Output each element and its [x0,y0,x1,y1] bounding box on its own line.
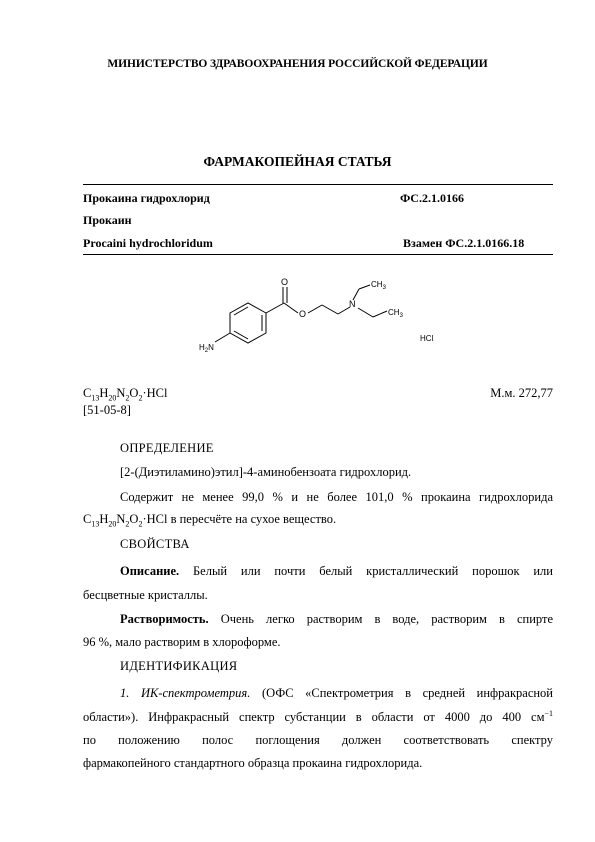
methyl-top-label: $CH_3$ [371,280,386,291]
article-type-title: ФАРМАКОПЕЙНАЯ СТАТЬЯ [203,154,392,169]
identification-heading: ИДЕНТИФИКАЦИЯ [120,659,238,673]
benzene-ring [230,303,266,343]
cas-number: [51-05-8] [83,403,131,417]
properties-heading: СВОЙСТВА [120,537,190,551]
monograph-name-ru: Прокаина гидрохлорид [83,191,210,205]
ir-line-3: по положению полос поглощения должен соответствовать спектру [83,733,553,747]
structural-formula [190,275,460,370]
amine-nitrogen-label: N [349,299,356,309]
ir-line-4: фармакопейного стандартного образца прокаина гидрохлорида. [83,756,423,770]
description-line-2: бесцветные кристаллы. [83,588,208,602]
monograph-code: ФС.2.1.0166 [400,191,464,205]
ir-line-2: области»). Инфракрасный спектр субстанции в области от 4000 до 400 $см^{-1}$ [83,708,553,724]
content-line-2: $C_{13}H_{20}N_2O_2\cdot HCl$ в пересчёте на сухое вещество. [83,512,337,529]
hcl-label: HCl [420,334,434,343]
solubility-line-1: Растворимость. Очень легко растворим в воде, растворим в спирте [120,612,553,626]
carbonyl-oxygen-label: O [281,277,289,287]
ministry-title: МИНИСТЕРСТВО ЗДРАВООХРАНЕНИЯ РОССИЙСКОЙ ФЕДЕРАЦИИ [107,58,488,70]
solubility-line-2: 96 %, мало растворим в хлороформе. [83,635,281,649]
definition-text: [2-(Диэтиламино)этил]-4-аминобензоата гидрохлорид. [120,465,412,479]
monograph-replaces: Взамен ФС.2.1.0166.18 [403,236,525,250]
monograph-name-latin: Procaini hydrochloridum [83,236,213,250]
monograph-alt-name: Прокаин [83,213,132,227]
header-rule-top [83,184,553,185]
content-line-1: Содержит не менее 99,0 % и не более 101,0 % прокаина гидрохлорида [120,490,553,504]
ester-oxygen-label: O [299,309,307,319]
header-rule-bottom [83,254,553,255]
ir-line-1: 1. ИК-спектрометрия. (ОФС «Спектрометрия в средней инфракрасной [120,686,553,700]
amino-group-label: $H_2N$ [199,343,214,354]
methyl-right-label: $CH_3$ [388,308,403,319]
description-line-1: Описание. Белый или почти белый кристаллический порошок или [120,564,553,578]
definition-heading: ОПРЕДЕЛЕНИЕ [120,441,214,455]
molecular-formula: $C_{13}H_{20}N_2O_2\cdot HCl$ [83,386,168,403]
molecular-mass: М.м. 272,77 [490,386,553,400]
